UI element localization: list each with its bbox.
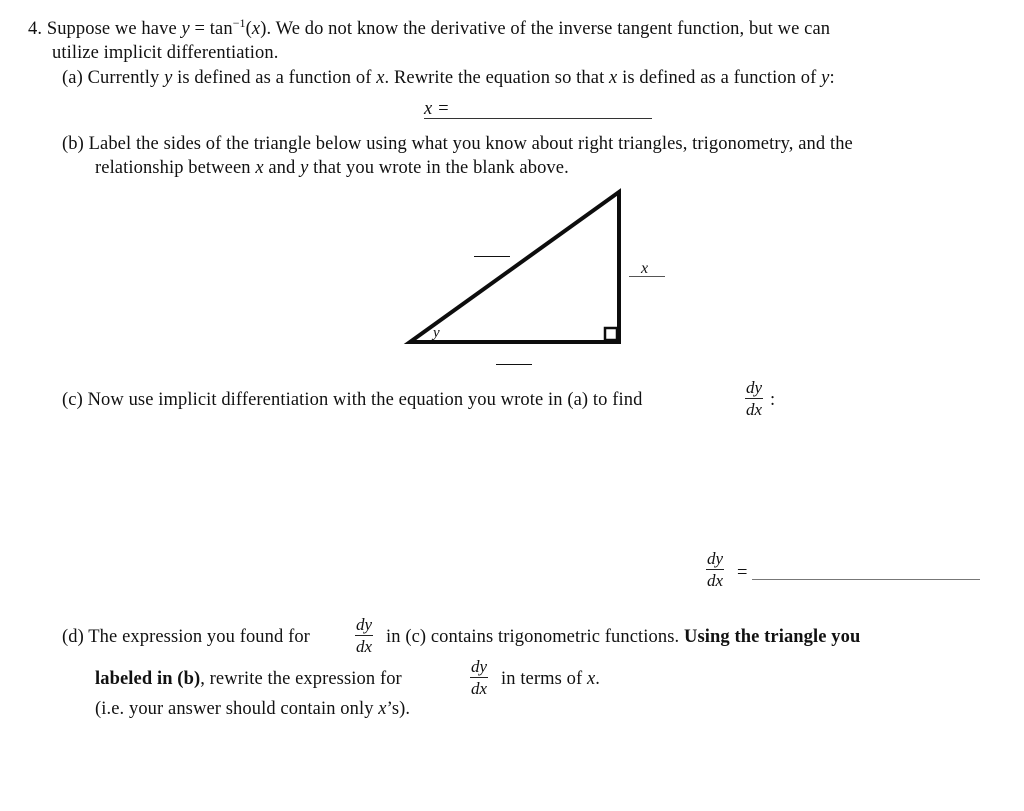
part-a-prompt: (a) Currently y is defined as a function of x. Rewrite the equation so that x is defined as a function of y: <box>62 68 835 88</box>
problem-intro-line2: utilize implicit differentiation. <box>52 43 279 63</box>
part-c-answer-blank[interactable] <box>752 579 980 580</box>
problem-number: 4. <box>28 19 43 39</box>
part-b-prompt-line2: relationship between x and y that you wrote in the blank above. <box>95 158 569 178</box>
part-c-dydx-fraction: $\frac{dy}{dx}$ <box>746 378 763 419</box>
triangle-icon <box>400 185 680 375</box>
part-d-line3: (i.e. your answer should contain only x’s). <box>95 699 411 719</box>
angle-label: y <box>433 325 440 341</box>
hypotenuse-label-blank[interactable] <box>474 256 510 257</box>
part-d-label: (d) <box>62 627 84 647</box>
part-b-prompt-line1: (b) Label the sides of the triangle below using what you know about right triangles, trigonometry, and the <box>62 134 853 154</box>
right-angle-marker <box>605 328 617 340</box>
part-a-label: (a) <box>62 68 83 88</box>
part-d-dydx-fraction-2: $\frac{dy}{dx}$ <box>471 657 488 698</box>
adjacent-side-label-blank[interactable] <box>496 364 532 365</box>
part-c-answer-equals: = <box>737 563 748 583</box>
opposite-side-blank[interactable] <box>629 276 665 277</box>
part-d-line1-a: (d) The expression you found for <box>62 627 310 647</box>
part-c-label: (c) <box>62 390 83 410</box>
problem-intro-line1: 4. Suppose we have $y = \tan^{-1}(x)$. We do not know the derivative of the inverse tangent function, but we can <box>28 16 831 39</box>
part-d-line2-b: in terms of x. <box>501 669 601 689</box>
part-c-answer-fraction: $\frac{dy}{dx}$ <box>707 549 724 590</box>
opposite-side-label: x <box>641 260 649 277</box>
part-b-label: (b) <box>62 134 84 154</box>
part-c-prompt: (c) Now use implicit differentiation with the equation you wrote in (a) to find <box>62 390 643 410</box>
right-triangle-figure <box>400 185 680 375</box>
part-a-answer-blank[interactable] <box>424 118 652 119</box>
part-c-colon: : <box>770 390 776 410</box>
part-d-line1-b: in (c) contains trigonometric functions. Using the triangle you <box>386 627 861 647</box>
part-d-dydx-fraction-1: $\frac{dy}{dx}$ <box>356 615 373 656</box>
part-d-line2-a: labeled in (b), rewrite the expression for <box>95 669 402 689</box>
part-a-answer-prefix: x = <box>424 99 450 119</box>
